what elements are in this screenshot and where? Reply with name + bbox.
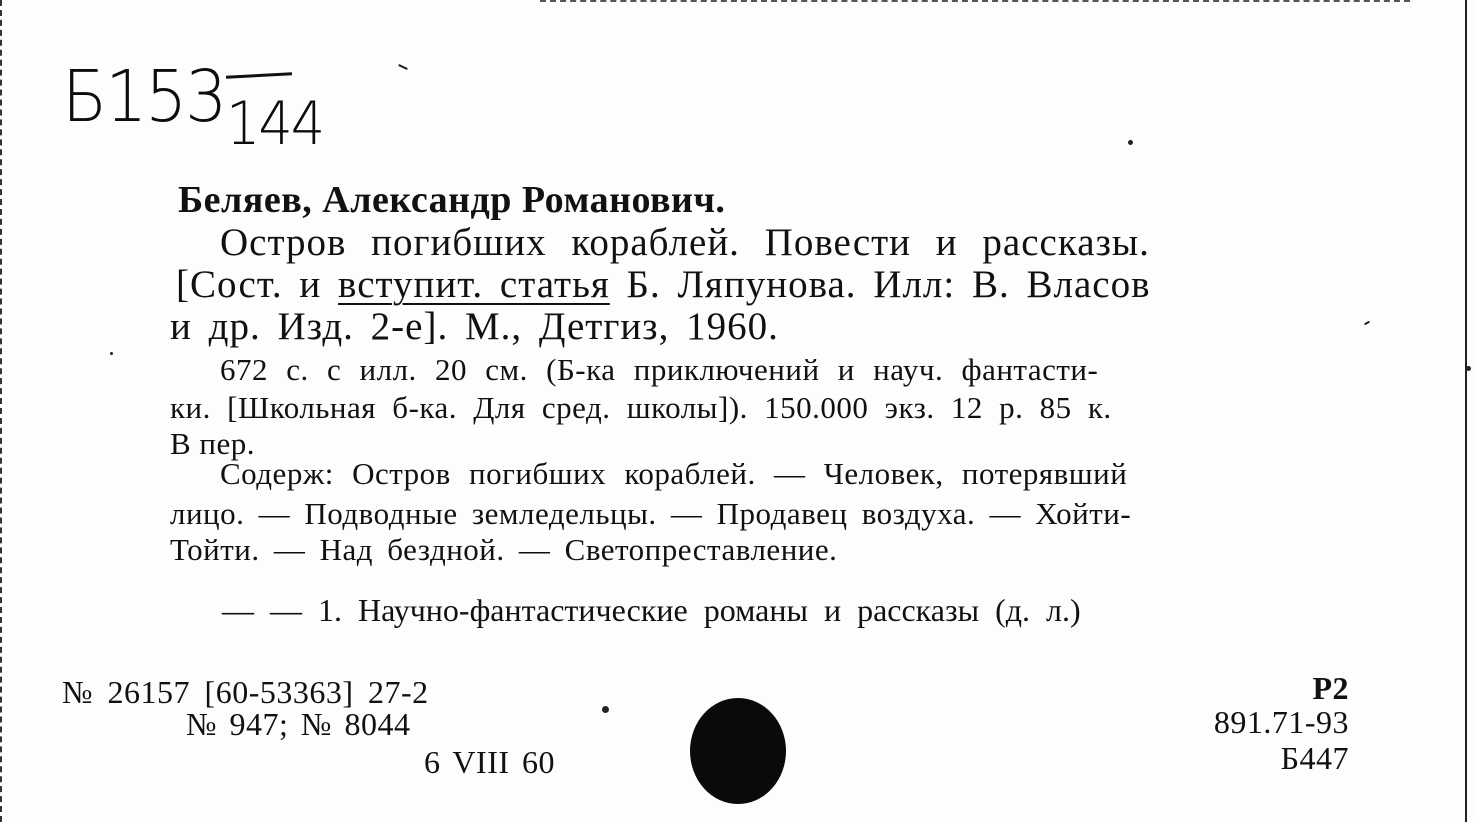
ink-speck xyxy=(110,352,113,355)
ink-speck xyxy=(602,706,609,713)
handwritten-fraction-line xyxy=(226,72,292,78)
editor-line xyxy=(176,262,1150,307)
ink-speck xyxy=(398,64,408,70)
editor-line-end: Б. Ляпунова. Илл: В. Власов xyxy=(609,263,1151,306)
underlined-phrase: вступит. статья xyxy=(338,263,610,306)
handwritten-number: 144 xyxy=(226,88,324,159)
card-right-edge xyxy=(1465,0,1467,822)
ink-speck xyxy=(1128,140,1133,145)
card-top-edge xyxy=(540,0,1410,2)
handwritten-shelfmark: Б153 xyxy=(62,54,226,139)
publication-line: и др. Изд. 2-е]. М., Детгиз, 1960. xyxy=(170,305,779,348)
series-line: ки. [Школьная б-ка. Для сред. школы]). 150.000 экз. 12 р. 85 к. xyxy=(170,390,1112,425)
contents-line-1: Содерж: Остров погибших кораблей. — Человек, потерявший xyxy=(220,456,1128,491)
author-mark: Б447 xyxy=(1280,740,1349,776)
punch-hole xyxy=(690,698,786,804)
ink-speck xyxy=(1466,366,1471,371)
order-numbers: № 947; № 8044 xyxy=(186,706,411,742)
subject-heading: — — 1. Научно-фантастические романы и рассказы (д. л.) xyxy=(222,592,1081,628)
card-number: № 26157 [60-53363] 27-2 xyxy=(62,674,429,710)
classification-code: Р2 xyxy=(1312,670,1349,706)
print-date: 6 VIII 60 xyxy=(424,744,555,780)
udc-number: 891.71-93 xyxy=(1213,704,1349,740)
author-heading: Беляев, Александр Романович. xyxy=(178,179,726,221)
collation-line: 672 с. с илл. 20 см. (Б-ка приключений и науч. фантасти- xyxy=(220,352,1099,387)
editor-line-start: [Сост. и xyxy=(176,263,339,306)
binding-line: В пер. xyxy=(170,426,256,461)
contents-line-3: Тойти. — Над бездной. — Светопреставление. xyxy=(170,532,838,567)
title-line: Остров погибших кораблей. Повести и рассказы. xyxy=(220,221,1150,264)
card-left-edge xyxy=(0,0,4,822)
ink-speck xyxy=(1364,321,1370,326)
contents-line-2: лицо. — Подводные земледельцы. — Продавец воздуха. — Хойти- xyxy=(170,496,1132,531)
